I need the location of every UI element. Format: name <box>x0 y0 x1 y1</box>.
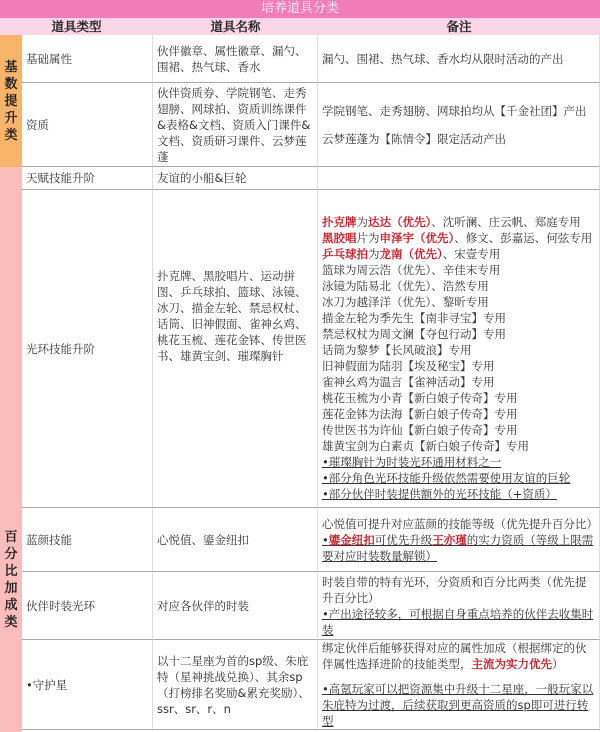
group-basic <box>0 35 22 167</box>
name-text: 心悦值、鎏金纽扣 <box>157 532 249 547</box>
footnote: •高氪玩家可以把资源集中升级十二星座，一般玩家以朱庇特为过渡，后续获取到更高资质的sp即可进行转型 <box>322 682 594 728</box>
type-text: 蓝颜技能 <box>26 532 72 547</box>
note-line: 雀神幺鸡为温言【雀神活动】专用 <box>322 375 495 389</box>
table-row-type <box>22 640 153 730</box>
note-line: 黑胶唱片为申泽宇（优先）、修文、彭嘉运、何弦专用 <box>322 231 593 245</box>
name-text: 对应各伙伴的时装 <box>157 598 249 613</box>
table-title: 培养道具分类 <box>0 0 600 18</box>
note-line: 桃花玉梳为小青【新白娘子传奇】专用 <box>322 391 518 405</box>
header-name: 道具名称 <box>153 18 318 36</box>
table-row-note <box>318 35 600 83</box>
note-line: 禁忌权杖为周文澜【夺包行动】专用 <box>322 327 506 341</box>
table-row-name <box>153 167 318 190</box>
table-row-type <box>22 190 153 508</box>
table-row-type <box>22 572 153 640</box>
note-line: 泳镜为陆易北（优先）、浩然专用 <box>322 279 489 293</box>
table-row-note <box>318 572 600 640</box>
footnote: •部分伙伴时装提供额外的光环技能（+资质） <box>322 487 557 501</box>
table-row-name <box>153 640 318 730</box>
note-line: 绑定伙伴后能够获得对应的属性加成（根据绑定的伙伴属性选择进阶的技能类型，主流为实力优先） <box>322 641 587 671</box>
table-row-note <box>318 508 600 572</box>
note-line: 雄黄宝剑为白素贞【新白娘子传奇】专用 <box>322 439 529 453</box>
table-row-note <box>318 640 600 730</box>
note-line: 描金左轮为季先生【南非寻宝】专用 <box>322 311 506 325</box>
name-text: 以十二星座为首的sp级、朱庇特（星神挑战兑换）、其余sp（打榜排名奖励&累充奖励）、ssr、sr、r、n <box>157 653 310 716</box>
type-text: 伙伴时装光环 <box>26 598 95 613</box>
note-line: 扑克牌为达达（优先）、沈听澜、庄云帆、郑庭专用 <box>322 215 581 229</box>
type-text: 基础属性 <box>26 51 72 66</box>
note-line: 心悦值可提升对应蓝颜的技能等级（优先提升百分比） <box>322 516 598 531</box>
type-text: 天赋技能升阶 <box>26 171 95 185</box>
note-line: 时装自带的特有光环，分资质和百分比两类（优先提升百分比） <box>322 574 587 605</box>
footnote: •部分角色光环技能升级依然需要使用友谊的巨轮 <box>322 471 571 485</box>
note-line: 话筒为黎梦【长风破浪】专用 <box>322 343 472 357</box>
table-row-type <box>22 35 153 83</box>
note-line: 旧神假面为陆羽【埃及秘宝】专用 <box>322 359 495 373</box>
table-row-note <box>318 190 600 508</box>
note-line: 传世医书为许仙【新白娘子传奇】专用 <box>322 423 518 437</box>
note-line: 云梦莲蓬为【陈情令】限定活动产出 <box>322 131 506 146</box>
note-line: 乒乓球拍为龙南（优先）、宋壹专用 <box>322 247 501 261</box>
table-row-type <box>22 83 153 167</box>
note-line: 莲花金钵为法海【新白娘子传奇】专用 <box>322 407 518 421</box>
name-text: 扑克牌、黑胶唱片、运动拼图、乒乓球拍、篮球、泳镜、冰刀、描金左轮、禁忌权杖、话筒、旧神假面、雀神幺鸡、桃花玉梳、莲花金钵、传世医书、雄黄宝剑、璀璨胸针 <box>157 269 307 363</box>
table-row-name <box>153 508 318 572</box>
table-row-name <box>153 572 318 640</box>
note-line: 冰刀为越泽洋（优先）、黎昕专用 <box>322 295 489 309</box>
table-row-note <box>318 83 600 167</box>
header-type: 道具类型 <box>0 18 153 36</box>
group-basic-label: 基数提升类 <box>4 59 18 143</box>
footnote: •璀璨胸针为时装光环通用材料之一 <box>322 455 502 469</box>
group-percent-label: 百分比加成类 <box>4 529 18 630</box>
table-row-type <box>22 508 153 572</box>
group-percent <box>0 167 22 732</box>
table-row-note <box>318 167 600 190</box>
type-text: •守护星 <box>26 677 68 692</box>
name-text: 伙伴资质券、学院钢笔、走秀翅膀、网球拍、资质训练课件&表格&文档、资质入门课件&文档、资质研习课件、云梦莲蓬 <box>157 85 311 164</box>
note-line: 学院钢笔、走秀翅膀、网球拍均从【千金社团】产出 <box>322 103 587 118</box>
note-line: 漏勺、围裙、热气球、香水均从限时活动的产出 <box>322 51 564 66</box>
name-text: 伙伴徽章、属性徽章、漏勺、围裙、热气球、香水 <box>157 43 307 74</box>
table-row-name <box>153 83 318 167</box>
header-note: 备注 <box>318 18 600 36</box>
table-row-type <box>22 167 153 190</box>
name-text: 友谊的小船&巨轮 <box>157 171 247 185</box>
note-line: 篮球为周云浩（优先）、辛佳末专用 <box>322 263 501 277</box>
table-row-name <box>153 35 318 83</box>
type-text: 光环技能升阶 <box>26 341 95 356</box>
footnote: •产出途径较多，可根据自身重点培养的伙伴去收集时装 <box>322 606 594 637</box>
table-row-name <box>153 190 318 508</box>
type-text: 资质 <box>26 117 49 132</box>
footnote: •鎏金纽扣可优先升级王亦瑾的实力资质（等级上限需要对应时装数量解锁） <box>322 532 594 563</box>
